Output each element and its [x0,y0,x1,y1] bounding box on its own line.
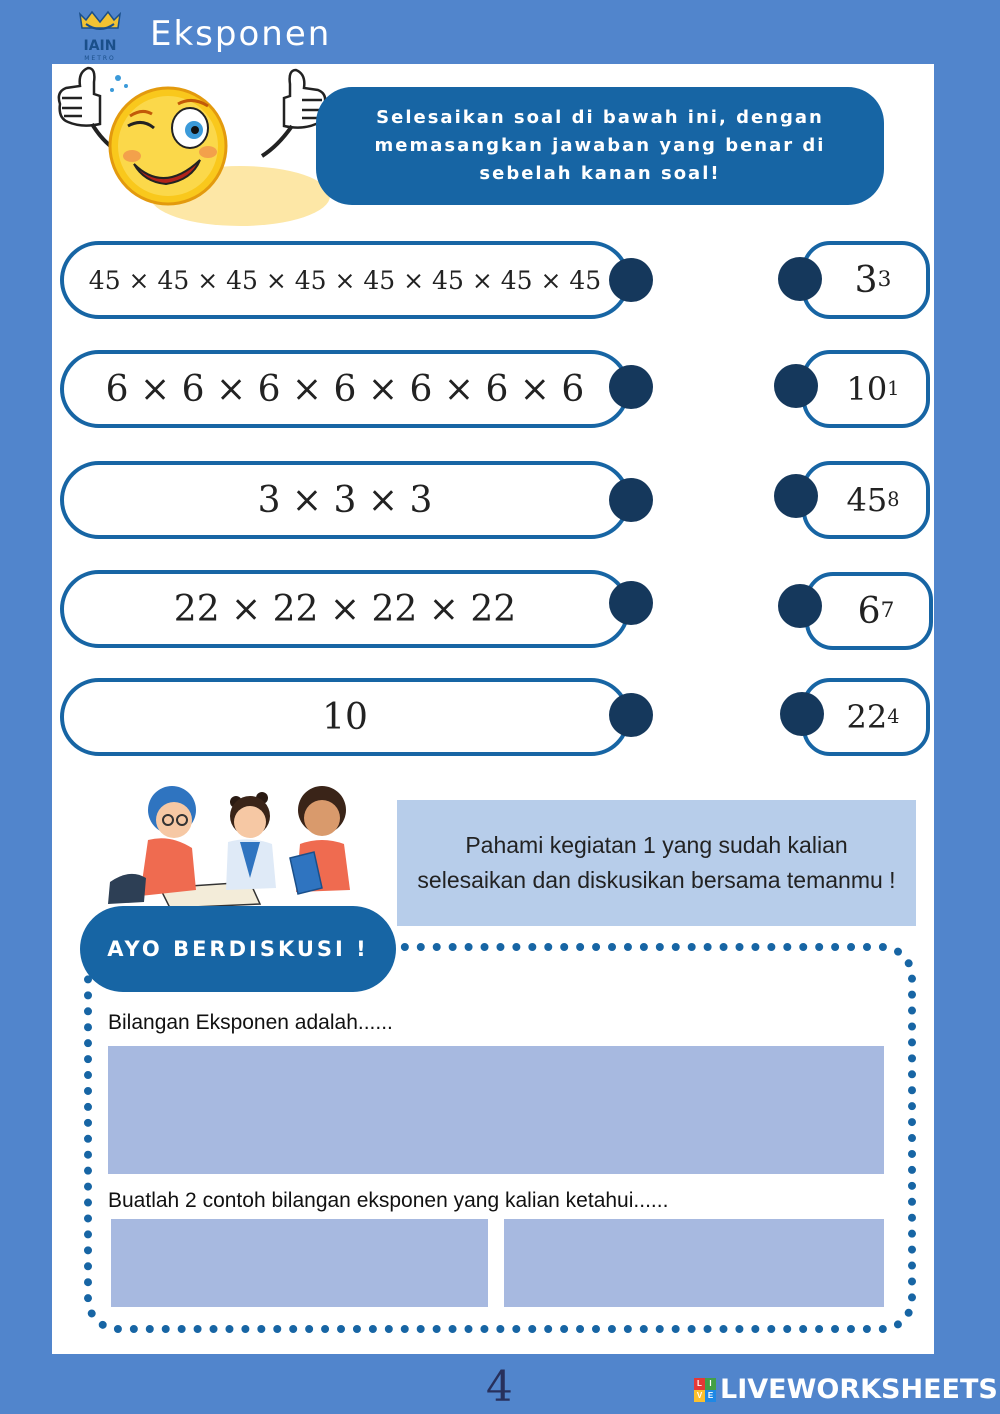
prompt-examples: Buatlah 2 contoh bilangan eksponen yang kalian ketahui...... [108,1189,669,1212]
answer-connector-dot-3[interactable] [774,474,818,518]
question-pill-2[interactable] [60,350,630,428]
answer-base: 10 [846,370,888,408]
iain-metro-logo [72,8,128,62]
answer-connector-dot-1[interactable] [778,257,822,301]
question-pill-4[interactable] [60,570,630,648]
answer-pill-4[interactable]: 6 7 [805,572,933,650]
page-title: Eksponen [150,14,332,54]
question-text: 10 [322,696,368,738]
question-pill-3[interactable] [60,461,630,539]
prompt-definition: Bilangan Eksponen adalah...... [108,1011,393,1034]
question-text: 22 × 22 × 22 × 22 [173,588,517,630]
page-number: 4 [486,1362,513,1411]
answer-pill-3[interactable]: 45 8 [802,461,930,539]
svg-text:METRO: METRO [84,55,116,62]
answer-pill-2[interactable]: 10 1 [802,350,930,428]
answer-base: 6 [857,590,881,632]
children-discussing-illustration [100,778,370,913]
answer-base: 45 [846,481,888,519]
liveworksheets-logo-icon: L I V E [694,1378,716,1402]
question-connector-dot-1[interactable] [609,258,653,302]
answer-connector-dot-2[interactable] [774,364,818,408]
question-connector-dot-2[interactable] [609,365,653,409]
question-pill-5[interactable] [60,678,630,756]
brand-text: LIVEWORKSHEETS [720,1374,998,1405]
question-connector-dot-3[interactable] [609,478,653,522]
answer-base: 3 [854,259,878,301]
example-answer-field-2[interactable] [504,1219,884,1307]
example-answer-field-1[interactable] [111,1219,488,1307]
question-pill-1[interactable] [60,241,630,319]
answer-pill-1[interactable]: 3 3 [802,241,930,319]
definition-answer-field[interactable] [108,1046,884,1174]
question-text: 45 × 45 × 45 × 45 × 45 × 45 × 45 × 45 [88,265,602,295]
answer-pill-5[interactable]: 22 4 [802,678,930,756]
question-connector-dot-4[interactable] [609,581,653,625]
svg-text:IAIN: IAIN [83,38,117,54]
winking-smiley-icon [52,64,332,229]
discussion-badge: AYO BERDISKUSI ! [80,906,396,992]
answer-connector-dot-4[interactable] [778,584,822,628]
question-text: 6 × 6 × 6 × 6 × 6 × 6 × 6 [105,368,585,410]
answer-base: 22 [846,698,888,736]
instruction-banner: Selesaikan soal di bawah ini, dengan memasangkan jawaban yang benar di sebelah kanan soal! [316,87,884,205]
question-connector-dot-5[interactable] [609,693,653,737]
discussion-instruction: Pahami kegiatan 1 yang sudah kalian selesaikan dan diskusikan bersama temanmu ! [397,800,916,926]
liveworksheets-brand [694,1374,998,1405]
question-text: 3 × 3 × 3 [257,479,433,521]
answer-connector-dot-5[interactable] [780,692,824,736]
